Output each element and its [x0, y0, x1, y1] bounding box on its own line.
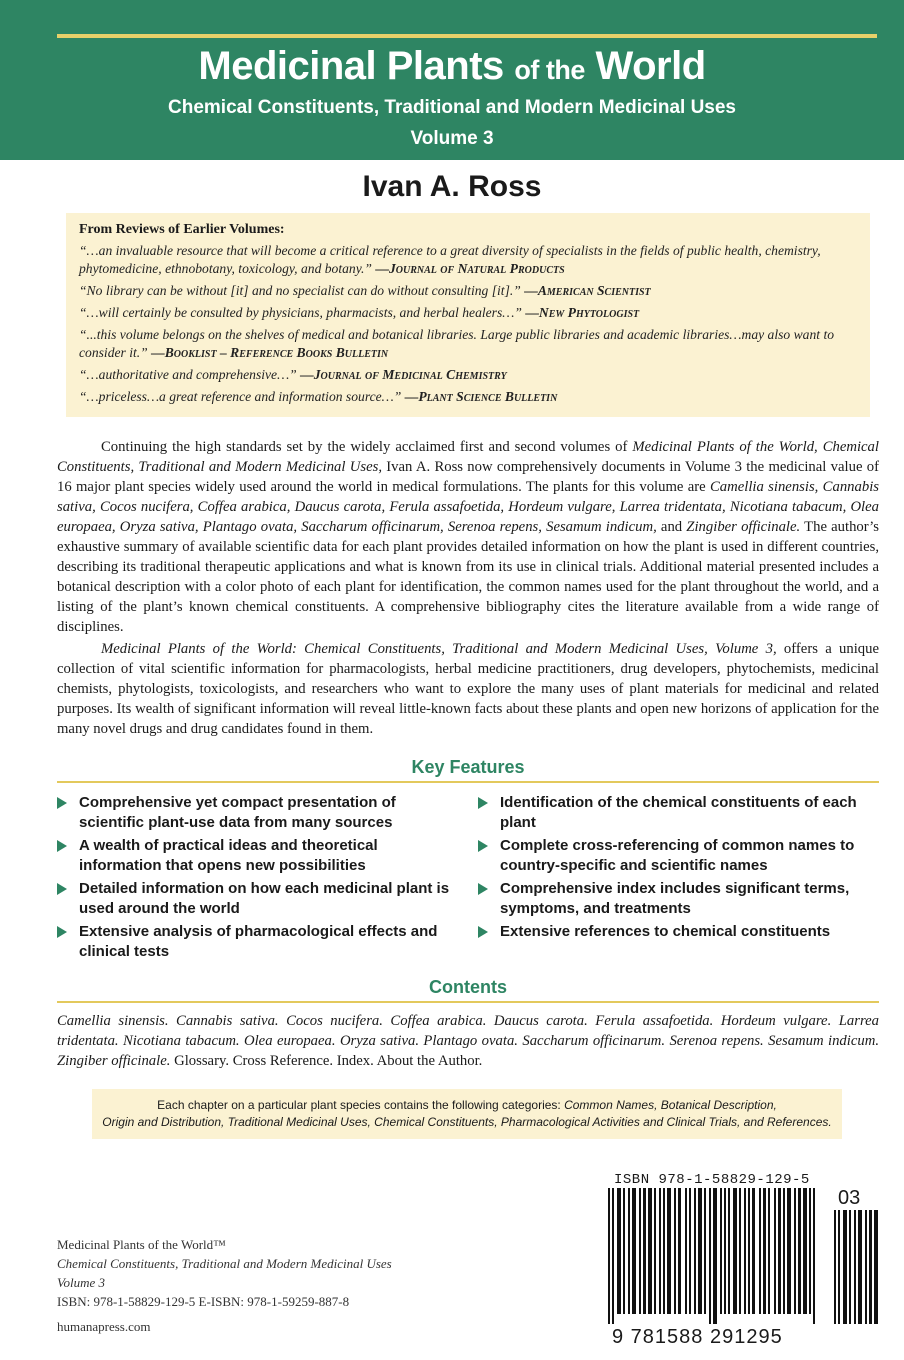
review-quote: “…will certainly be consulted by physicians, pharmacists, and herbal healers…” —New Phytologist: [79, 305, 640, 320]
contents-list: [57, 1011, 879, 1071]
barcode-bar: [733, 1188, 737, 1314]
contents-rest: Glossary. Cross Reference. Index. About the Author.: [170, 1053, 483, 1069]
barcode-bar: [724, 1188, 726, 1314]
book-description: [57, 437, 879, 741]
barcode-bar: [783, 1188, 785, 1314]
book-subtitle: Chemical Constituents, Traditional and Modern Medicinal Uses: [168, 97, 736, 118]
contents-heading: Contents: [429, 977, 507, 997]
arrow-bullet-icon: [478, 840, 488, 852]
arrow-bullet-icon: [478, 797, 488, 809]
review-source: —Journal of Natural Products: [375, 261, 565, 276]
reviews-box: [66, 213, 870, 417]
barcode-bar: [628, 1188, 630, 1314]
barcode-bar: [748, 1188, 750, 1314]
barcode-bar: [654, 1188, 656, 1314]
review-source: —Booklist – Reference Books Bulletin: [151, 345, 389, 360]
arrow-bullet-icon: [478, 883, 488, 895]
footer-series: Medicinal Plants of the World™: [57, 1237, 226, 1252]
title-world: World: [595, 44, 706, 88]
barcode-bar: [704, 1188, 706, 1314]
chapter-note-line-2: Origin and Distribution, Traditional Medicinal Uses, Chemical Constituents, Pharmacological Activities and Clinical Trials, and References.: [102, 1115, 832, 1129]
barcode-digits: 9 781588 291295: [612, 1326, 783, 1348]
barcode-isbn-label: ISBN 978-1-58829-129-5: [614, 1172, 810, 1188]
feature-item: Identification of the chemical constituents of each plant: [478, 793, 887, 833]
barcode-bar: [698, 1188, 702, 1314]
review-source: —Journal of Medicinal Chemistry: [300, 367, 507, 382]
review-source: —Plant Science Bulletin: [404, 389, 558, 404]
barcode-bar: [632, 1188, 636, 1314]
reviews-heading: From Reviews of Earlier Volumes:: [79, 222, 285, 237]
barcode-bar: [623, 1188, 625, 1314]
feature-item: Comprehensive index includes significant terms, symptoms, and treatments: [478, 879, 887, 919]
feature-item: Complete cross-referencing of common names to country-specific and scientific names: [478, 836, 887, 876]
chapter-categories-note: [92, 1089, 842, 1139]
barcode-bar: [768, 1188, 770, 1314]
review-quote: “…priceless…a great reference and information source…” —Plant Science Bulletin: [79, 389, 558, 404]
author-name: Ivan A. Ross: [362, 170, 542, 203]
barcode-bar: [639, 1188, 641, 1314]
publisher-url[interactable]: humanapress.com: [57, 1319, 151, 1334]
key-features-heading: Key Features: [411, 757, 525, 777]
feature-item: Detailed information on how each medicinal plant is used around the world: [57, 879, 457, 919]
barcode-bar: [858, 1210, 862, 1324]
feature-item: Extensive analysis of pharmacological effects and clinical tests: [57, 922, 457, 962]
feature-item: A wealth of practical ideas and theoretical information that opens new possibilities: [57, 836, 457, 876]
barcode-bar: [798, 1188, 801, 1314]
barcode-bar: [674, 1188, 676, 1314]
barcode-bar: [694, 1188, 696, 1314]
barcode-bar: [874, 1210, 878, 1324]
header-band: [0, 0, 904, 160]
chapter-note-line-1: Each chapter on a particular plant species contains the following categories: Common Names, Botanical Description,: [157, 1098, 777, 1112]
footer-isbn: ISBN: 978-1-58829-129-5 E-ISBN: 978-1-59259-887-8: [57, 1294, 350, 1309]
barcode-bar: [809, 1188, 811, 1314]
barcode-bar: [759, 1188, 761, 1314]
barcode-bar: [720, 1188, 722, 1314]
barcode-bar: [689, 1188, 691, 1314]
barcode-bar: [643, 1188, 646, 1314]
footer-volume: Volume 3: [57, 1275, 106, 1290]
header-gold-rule: [57, 34, 877, 38]
footer-subtitle: Chemical Constituents, Traditional and Modern Medicinal Uses: [57, 1256, 392, 1271]
barcode-bar: [787, 1188, 791, 1314]
barcode-bar: [612, 1188, 614, 1324]
barcode-bar: [713, 1188, 717, 1324]
barcode-bar: [728, 1188, 730, 1314]
arrow-bullet-icon: [57, 883, 67, 895]
barcode-bar: [794, 1188, 796, 1314]
arrow-bullet-icon: [478, 926, 488, 938]
barcode-bar: [834, 1210, 836, 1324]
barcode-bar: [838, 1210, 840, 1324]
contents-species: Camellia sinensis. Cannabis sativa. Cocos nucifera. Coffea arabica. Daucus carota. Ferula assafoetida. Hordeum vulgare. Larrea tridentata. Nicotiana tabacum. Olea europaea. Oryza sativa. Plantago ovata. Saccharum officinarum. Serenoa repens. Sesamum indicum. Zingiber officinale.: [57, 1013, 879, 1069]
review-quote: “…an invaluable resource that will become a critical reference to a great diversity of specialists in the fields of public health, chemistry, phytomedicine, ethnobotany, toxicology, and botany.” —Journal of Natural Products: [79, 243, 821, 276]
description-paragraph-2: Medicinal Plants of the World: Chemical Constituents, Traditional and Modern Medicinal Uses, Volume 3, offers a unique collection of vital scientific information for pharmacologists, herbal medicine practitioners, drug developers, phytochemists, medicinal chemists, phytologists, toxicologists, and researchers who want to explore the many uses of plant materials for medicinal and related purposes. Its wealth of significant information will reveal little-known facts about these plants and open new horizons of application for the many novel drugs and drug candidates found in them.: [57, 641, 880, 737]
barcode-bar: [865, 1210, 867, 1324]
review-quote: “…authoritative and comprehensive…” —Journal of Medicinal Chemistry: [79, 367, 507, 382]
description-paragraph-1: Continuing the high standards set by the widely acclaimed first and second volumes of Medicinal Plants of the World, Chemical Constituents, Traditional and Modern Medicinal Uses, Ivan A. Ross now comprehensively documents in Volume 3 the medicinal value of 16 major plant species widely used around the world in medical formulations. The plants for this volume are Camellia sinensis, Cannabis sativa, Cocos nucifera, Coffea arabica, Daucus carota, Ferula assafoetida, Hordeum vulgare, Larrea tridentata, Nicotiana tabacum, Olea europaea, Oryza sativa, Plantago ovata, Saccharum officinarum, Serenoa repens, Sesamum indicum, and Zingiber officinale. The author’s exhaustive summary of available scientific data for each plant provides detailed information on how the plant is used in different countries, describing its traditional therapeutic applications and what is known from its use in clinical trials. Additional material presented includes a botanical description with a color photo of each plant for identification, the common names used for the plant throughout the world, and a listing of the plant’s known chemical constituents. A comprehensive bibliography cites the literature available from a wide range of disciplines.: [57, 439, 879, 635]
barcode-bar: [778, 1188, 781, 1314]
barcode-bar: [849, 1210, 851, 1324]
book-volume: Volume 3: [410, 128, 494, 149]
barcode-bar: [739, 1188, 741, 1314]
isbn-barcode: [608, 1188, 818, 1324]
barcode-bar: [744, 1188, 746, 1314]
barcode-bar: [843, 1210, 847, 1324]
title-main: Medicinal Plants: [198, 44, 504, 88]
barcode-bar: [608, 1188, 610, 1324]
barcode-bar: [869, 1210, 872, 1324]
barcode-bar: [803, 1188, 807, 1314]
barcode-bar: [659, 1188, 661, 1314]
arrow-bullet-icon: [57, 926, 67, 938]
review-quote: “...this volume belongs on the shelves of medical and botanical libraries. Large public libraries and academic libraries…may also want to consider it.” —Booklist – Reference Books Bulletin: [79, 327, 835, 360]
barcode-bar: [854, 1210, 856, 1324]
barcode-bar: [763, 1188, 766, 1314]
review-source: —American Scientist: [524, 283, 651, 298]
contents-rule: [57, 1001, 879, 1003]
barcode-bar: [617, 1188, 621, 1314]
title-of-the: of the: [514, 55, 585, 85]
footer-info: [57, 1235, 392, 1336]
arrow-bullet-icon: [57, 797, 67, 809]
barcode-bar: [685, 1188, 687, 1314]
barcode-bar: [667, 1188, 671, 1314]
barcode-bar: [678, 1188, 681, 1314]
arrow-bullet-icon: [57, 840, 67, 852]
barcode-bar: [813, 1188, 815, 1324]
book-title: [0, 44, 904, 89]
barcode-addon: [834, 1210, 880, 1324]
feature-item: Comprehensive yet compact presentation of scientific plant-use data from many sources: [57, 793, 457, 833]
barcode-bar: [709, 1188, 711, 1324]
barcode-bar: [752, 1188, 755, 1314]
key-features-rule: [57, 781, 879, 783]
barcode-addon-digits: 03: [838, 1187, 861, 1209]
feature-item: Extensive references to chemical constituents: [478, 922, 887, 942]
review-source: —New Phytologist: [525, 305, 640, 320]
barcode-bar: [663, 1188, 665, 1314]
barcode-bar: [774, 1188, 776, 1314]
review-quote: “No library can be without [it] and no specialist can do without consulting [it].” —American Scientist: [79, 283, 651, 298]
barcode-bar: [648, 1188, 652, 1314]
